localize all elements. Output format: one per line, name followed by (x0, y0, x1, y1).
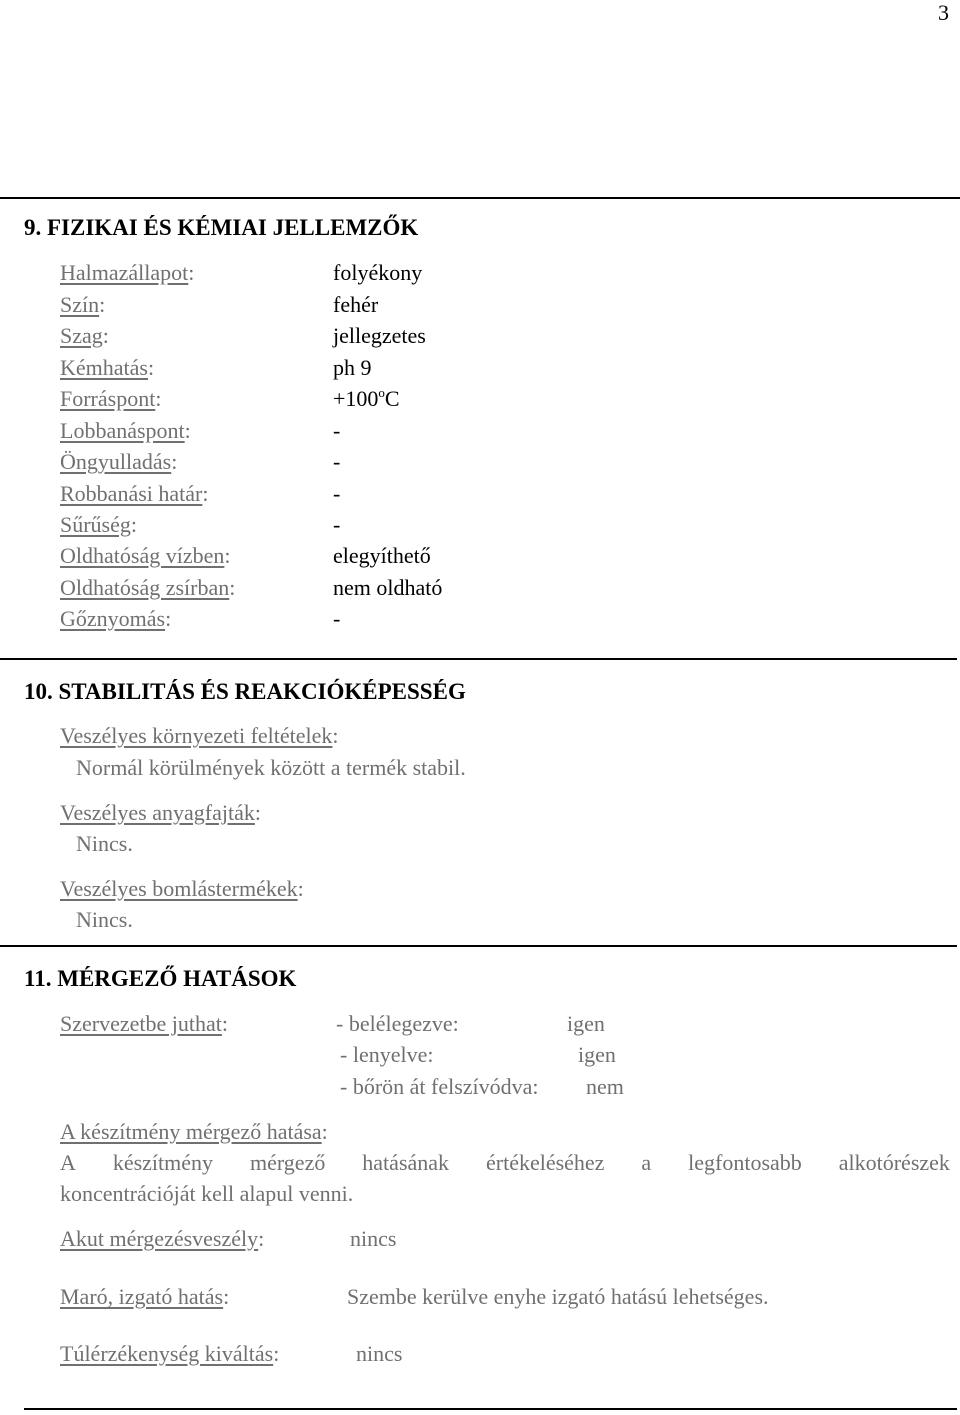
sensitization-label: Túlérzékenység kiváltás: (60, 1341, 280, 1366)
property-value: fehér (333, 292, 379, 317)
property-value: $+100^oC$ (333, 385, 400, 411)
acute-value: nincs (350, 1226, 397, 1251)
acute-label: Akut mérgezésveszély: (60, 1226, 265, 1251)
property-label: Szín: (60, 292, 106, 317)
word: alkotórészek (838, 1150, 950, 1175)
entry-route-value: nem (586, 1074, 624, 1099)
entry-label: Szervezetbe juthat: (60, 1011, 228, 1036)
section-11-heading: 11. MÉRGEZŐ HATÁSOK (24, 966, 297, 991)
word: mérgező (250, 1150, 326, 1175)
property-value: nem oldható (333, 575, 443, 600)
property-value: - (333, 418, 341, 443)
toxic-effect-text-line (60, 1152, 950, 1174)
item-text: Nincs. (76, 907, 133, 932)
toxic-effect-text-line: koncentrációját kell alapul venni. (60, 1181, 354, 1206)
property-label: Szag: (60, 323, 109, 348)
property-value: ph 9 (333, 355, 372, 380)
section-10-heading: 10. STABILITÁS ÉS REAKCIÓKÉPESSÉG (24, 679, 466, 704)
property-label: Sűrűség: (60, 512, 138, 537)
sensitization-value: nincs (356, 1341, 403, 1366)
property-label: Kémhatás: (60, 355, 155, 380)
section-divider (0, 197, 960, 199)
property-label: Robbanási határ: (60, 481, 209, 506)
section-divider (0, 658, 957, 660)
word: a (641, 1150, 652, 1175)
section-9-heading: 9. FIZIKAI ÉS KÉMIAI JELLEMZŐK (24, 215, 419, 240)
section-divider (0, 945, 957, 947)
item-text: Nincs. (76, 831, 133, 856)
property-label: Öngyulladás: (60, 449, 178, 474)
word: A (60, 1150, 76, 1175)
property-label: Forráspont: (60, 386, 162, 411)
toxic-effect-label: A készítmény mérgező hatása: (60, 1119, 328, 1144)
property-label: Oldhatóság zsírban: (60, 575, 236, 600)
property-label: Gőznyomás: (60, 606, 172, 631)
entry-route: - belélegezve: (336, 1011, 459, 1036)
property-value: - (333, 606, 341, 631)
entry-route-value: igen (567, 1011, 605, 1036)
word: készítmény (112, 1150, 214, 1175)
corrosive-label: Maró, izgató hatás: (60, 1284, 230, 1309)
page-number: 3 (938, 0, 949, 25)
item-label: Veszélyes anyagfajták: (60, 800, 261, 825)
section-divider (24, 1408, 957, 1410)
entry-route-value: igen (578, 1042, 616, 1067)
property-value: - (333, 449, 341, 474)
entry-route: - lenyelve: (340, 1042, 434, 1067)
item-label: Veszélyes környezeti feltételek: (60, 723, 339, 748)
property-label: Oldhatóság vízben: (60, 543, 231, 568)
property-label: Halmazállapot: (60, 260, 195, 285)
property-value: - (333, 481, 341, 506)
word: legfontosabb (688, 1150, 802, 1175)
property-value: folyékony (333, 260, 423, 285)
corrosive-value: Szembe kerülve enyhe izgató hatású lehetséges. (347, 1284, 769, 1309)
item-text: Normál körülmények között a termék stabil. (76, 755, 466, 780)
entry-route: - bőrön át felszívódva: (340, 1074, 539, 1099)
word: értékeléséhez (485, 1150, 605, 1175)
property-value: elegyíthető (333, 543, 431, 568)
property-value: jellegzetes (333, 323, 426, 348)
property-value: - (333, 512, 341, 537)
item-label: Veszélyes bomlástermékek: (60, 876, 304, 901)
word: hatásának (362, 1150, 450, 1175)
property-label: Lobbanáspont: (60, 418, 191, 443)
